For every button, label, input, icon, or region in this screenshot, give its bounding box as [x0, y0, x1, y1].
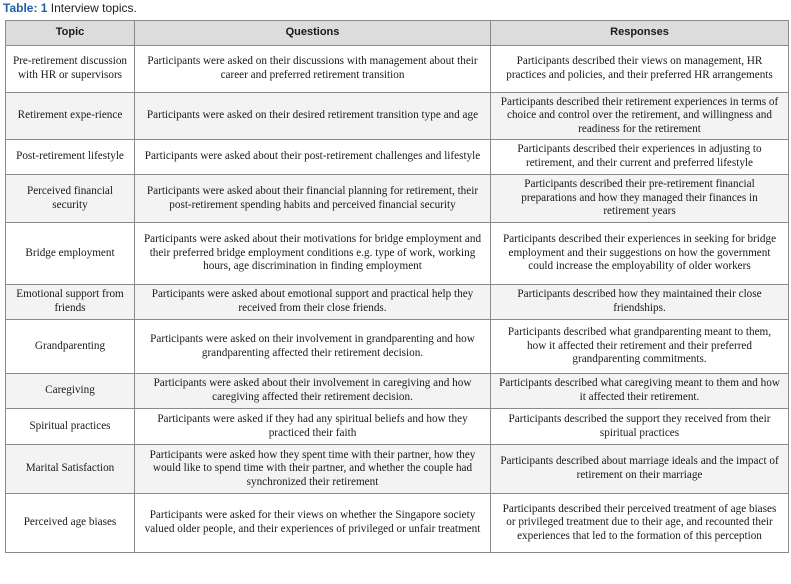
table-row: [6, 140, 789, 175]
question-cell: Participants were asked on their desired retirement transition type and age: [135, 93, 491, 140]
question-cell: Participants were asked about emotional support and practical help they received from their close friends.: [135, 285, 491, 320]
table-row: [6, 374, 789, 409]
question-cell: Participants were asked about their post-retirement challenges and lifestyle: [135, 140, 491, 175]
table-row: [6, 445, 789, 494]
topic-cell: Caregiving: [6, 374, 135, 409]
header-row: [6, 21, 789, 46]
table-row: [6, 46, 789, 93]
table-caption: [3, 1, 137, 15]
question-cell: Participants were asked on their involvement in grandparenting and how grandparenting affected their retirement decision.: [135, 320, 491, 374]
response-cell: Participants described what grandparenting meant to them, how it affected their retirement and their preferred grandparenting commitments.: [491, 320, 789, 374]
topic-cell: Marital Satisfaction: [6, 445, 135, 494]
question-cell: Participants were asked about their financial planning for retirement, their post-retirement spending habits and perceived financial security: [135, 175, 491, 223]
response-cell: Participants described their views on management, HR practices and policies, and their preferred HR arrangements: [491, 46, 789, 93]
question-cell: Participants were asked on their discussions with management about their career and preferred retirement transition: [135, 46, 491, 93]
topic-cell: Perceived age biases: [6, 494, 135, 553]
table-row: [6, 320, 789, 374]
topic-cell: Perceived financial security: [6, 175, 135, 223]
topic-cell: Emotional support from friends: [6, 285, 135, 320]
header-responses: Responses: [491, 21, 789, 46]
topic-cell: Spiritual practices: [6, 409, 135, 445]
table-row: [6, 409, 789, 445]
table-row: [6, 494, 789, 553]
header-topic: Topic: [6, 21, 135, 46]
table-caption-text: Interview topics.: [47, 1, 137, 15]
response-cell: Participants described how they maintained their close friendships.: [491, 285, 789, 320]
topic-cell: Grandparenting: [6, 320, 135, 374]
topic-cell: Post-retirement lifestyle: [6, 140, 135, 175]
question-cell: Participants were asked how they spent time with their partner, how they would like to spend time with their partner, and whether the couple had synchronized their retirement: [135, 445, 491, 494]
question-cell: Participants were asked if they had any spiritual beliefs and how they practiced their faith: [135, 409, 491, 445]
question-cell: Participants were asked for their views on whether the Singapore society valued older people, and their experiences of privileged or unfair treatment: [135, 494, 491, 553]
question-cell: Participants were asked about their involvement in caregiving and how caregiving affected their retirement decision.: [135, 374, 491, 409]
response-cell: Participants described their pre-retirement financial preparations and how they managed their finances in retirement years: [491, 175, 789, 223]
interview-topics-table: [5, 20, 789, 553]
table-row: [6, 175, 789, 223]
topic-cell: Retirement expe-rience: [6, 93, 135, 140]
response-cell: Participants described their retirement experiences in terms of choice and control over the retirement, and willingness and readiness for the retirement: [491, 93, 789, 140]
topic-cell: Pre-retirement discussion with HR or supervisors: [6, 46, 135, 93]
question-cell: Participants were asked about their motivations for bridge employment and their preferred bridge employment conditions e.g. type of work, working hours, age discrimination in finding employment: [135, 223, 491, 285]
response-cell: Participants described about marriage ideals and the impact of retirement on their marriage: [491, 445, 789, 494]
topic-cell: Bridge employment: [6, 223, 135, 285]
table-row: [6, 93, 789, 140]
header-questions: Questions: [135, 21, 491, 46]
response-cell: Participants described their experiences in seeking for bridge employment and their suggestions on how the government could increase the employability of older workers: [491, 223, 789, 285]
response-cell: Participants described their perceived treatment of age biases or privileged treatment due to their age, and recounted their experiences that led to the formation of this perception: [491, 494, 789, 553]
response-cell: Participants described what caregiving meant to them and how it affected their retirement.: [491, 374, 789, 409]
table-row: [6, 223, 789, 285]
response-cell: Participants described the support they received from their spiritual practices: [491, 409, 789, 445]
table-row: [6, 285, 789, 320]
response-cell: Participants described their experiences in adjusting to retirement, and their current and preferred lifestyle: [491, 140, 789, 175]
table-caption-label: Table: 1: [3, 1, 48, 15]
